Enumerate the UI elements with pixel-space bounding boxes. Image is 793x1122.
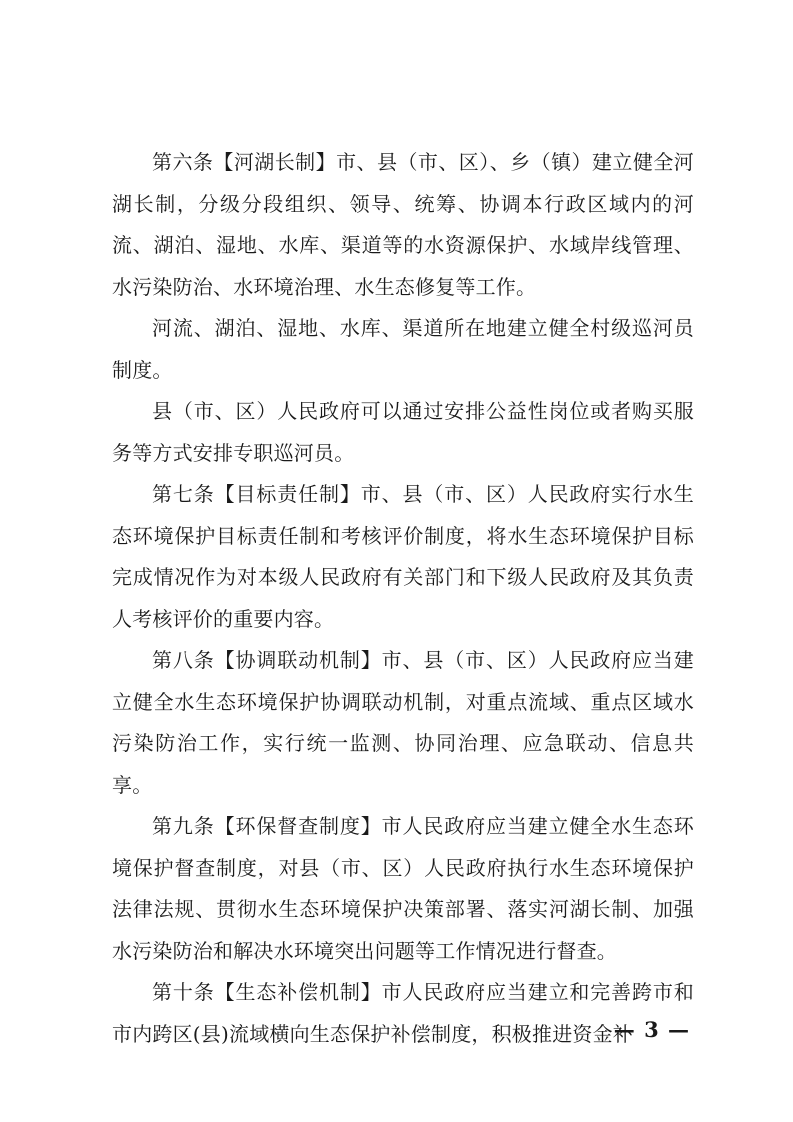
article-6-paragraph-3: 县（市、区）人民政府可以通过安排公益性岗位或者购买服务等方式安排专职巡河员。 (112, 399, 694, 465)
article-7-paragraph: 第七条【目标责任制】市、县（市、区）人民政府实行水生态环境保护目标责任制和考核评价制度，将水生态环境保护目标完成情况作为对本级人民政府有关部门和下级人民政府及其负责人考核评价的重要内容。 (112, 482, 694, 631)
document-body (112, 142, 694, 1055)
article-6-paragraph-2: 河流、湖泊、湿地、水库、渠道所在地建立健全村级巡河员制度。 (112, 316, 694, 382)
article-8-paragraph: 第八条【协调联动机制】市、县（市、区）人民政府应当建立健全水生态环境保护协调联动机制，对重点流域、重点区域水污染防治工作，实行统一监测、协同治理、应急联动、信息共享。 (112, 648, 694, 797)
article-6-paragraph-1: 第六条【河湖长制】市、县（市、区）、乡（镇）建立健全河湖长制，分级分段组织、领导、统筹、协调本行政区域内的河流、湖泊、湿地、水库、渠道等的水资源保护、水域岸线管理、水污染防治、水环境治理、水生态修复等工作。 (112, 150, 694, 299)
article-10-paragraph: 第十条【生态补偿机制】市人民政府应当建立和完善跨市和市内跨区(县)流域横向生态保护补偿制度，积极推进资金补 (112, 980, 694, 1046)
article-9-paragraph: 第九条【环保督查制度】市人民政府应当建立健全水生态环境保护督查制度，对县（市、区）人民政府执行水生态环境保护法律法规、贯彻水生态环境保护决策部署、落实河湖长制、加强水污染防治和解决水环境突出问题等工作情况进行督查。 (112, 814, 694, 963)
page-number: — 3 — (613, 1017, 690, 1042)
